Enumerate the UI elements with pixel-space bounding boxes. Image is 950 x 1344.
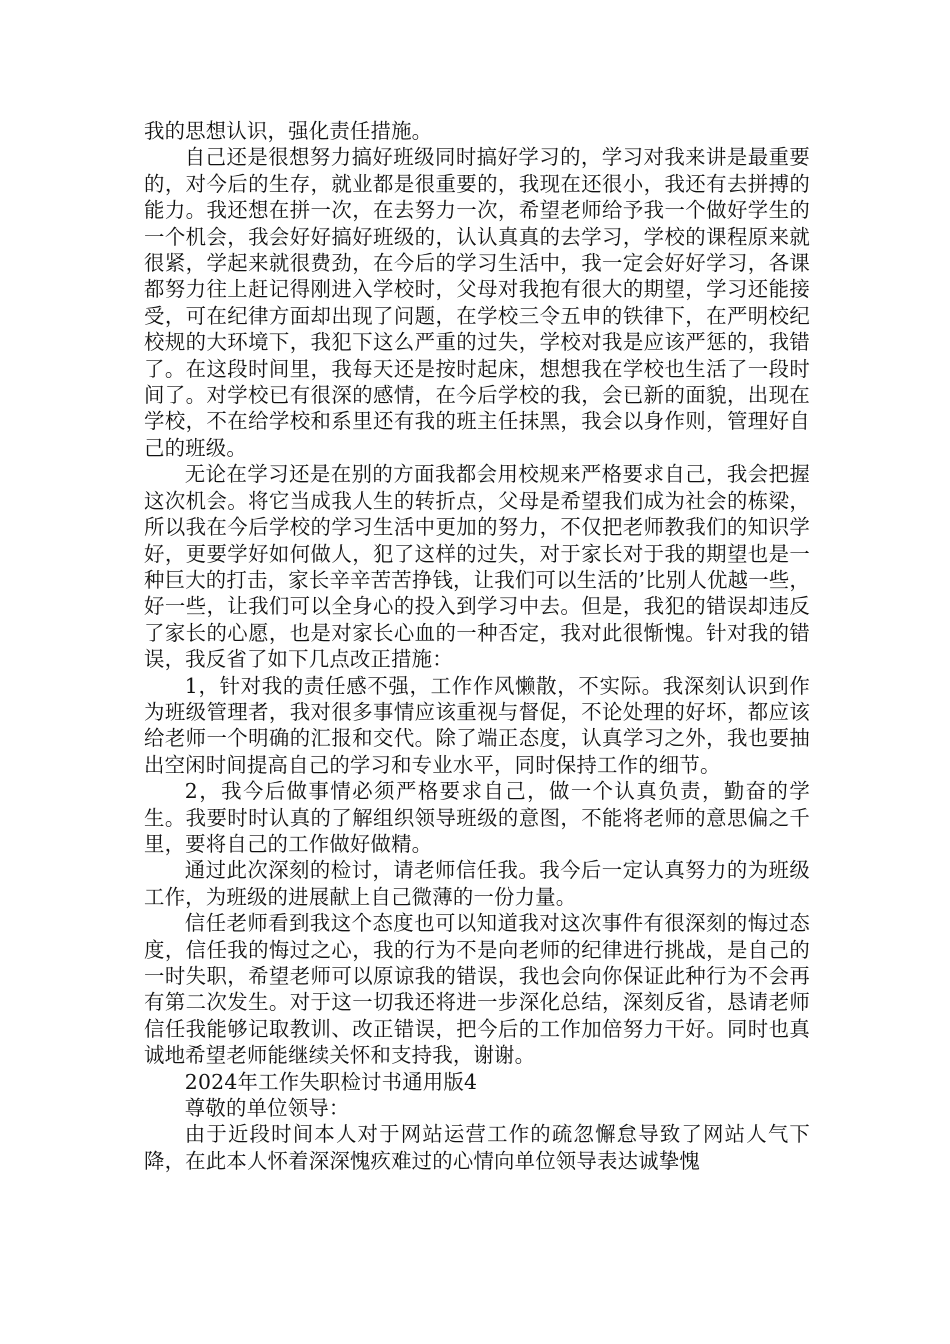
paragraph-reflection: 无论在学习还是在别的方面我都会用校规来严格要求自己，我会把握这次机会。将它当成我人生的转折点，父母是希望我们成为社会的栋梁，所以我在今后学校的学习生活中更加的努力，不仅把老师教我们的知识学好，更要学好如何做人，犯了这样的过失，对于家长对于我的期望也是一种巨大的打击，家长辛辛苦苦挣钱，让我们可以生活的’比别人优越一些，好一些，让我们可以全身心的投入到学习中去。但是，我犯的错误却违反了家长的心愿，也是对家长心血的一种否定，我对此很惭愧。针对我的错误，我反省了如下几点改正措施：	[144, 462, 810, 672]
paragraph-trust-request: 通过此次深刻的检讨，请老师信任我。我今后一定认真努力的为班级工作，为班级的进展献上自己微薄的一份力量。	[144, 858, 810, 909]
paragraph-closing-line: 我的思想认识，强化责任措施。	[144, 119, 433, 143]
salutation: 尊敬的单位领导：	[184, 1096, 350, 1121]
section-heading: 2024年工作失职检讨书通用版4	[184, 1069, 478, 1094]
paragraph-measure-1: 1，针对我的责任感不强，工作作风懒散，不实际。我深刻认识到作为班级管理者，我对很多事情应该重视与督促，不论处理的好坏，都应该给老师一个明确的汇报和交代。除了端正态度，认真学习之外，我也要抽出空闲时间提高自己的学习和专业水平，同时保持工作的细节。	[144, 673, 810, 777]
paragraph-commitment: 自己还是很想努力搞好班级同时搞好学习的，学习对我来讲是最重要的，对今后的生存，就业都是很重要的，我现在还很小，我还有去拼搏的能力。我还想在拼一次，在去努力一次，希望老师给予我一个做好学生的一个机会，我会好好搞好班级的，认认真真的去学习，学校的课程原来就很紧，学起来就很费劲，在今后的学习生活中，我一定会好好学习，各课都努力往上赶记得刚进入学校时，父母对我抱有很大的期望，学习还能接受，可在纪律方面却出现了问题，在学校三令五申的铁律下，在严明校纪校规的大环境下，我犯下这么严重的过失，学校对我是应该严惩的，我错了。在这段时间里，我每天还是按时起床，想想我在学校也生活了一段时间了。对学校已有很深的感情，在今后学校的我，会已新的面貌，出现在学校，不在给学校和系里还有我的班主任抹黑，我会以身作则，管理好自己的班级。	[144, 145, 810, 460]
paragraph-measure-2: 2，我今后做事情必须严格要求自己，做一个认真负责，勤奋的学生。我要时时认真的了解组织领导班级的意图，不能将老师的意思偏之千里，要将自己的工作做好做精。	[144, 779, 810, 856]
paragraph-opening: 由于近段时间本人对于网站运营工作的疏忽懈怠导致了网站人气下降，在此本人怀着深深愧疚难过的心情向单位领导表达诚挚愧	[144, 1122, 810, 1173]
document-body	[144, 118, 810, 1174]
paragraph-conclusion: 信任老师看到我这个态度也可以知道我对这次事件有很深刻的悔过态度，信任我的悔过之心，我的行为不是向老师的纪律进行挑战，是自己的一时失职，希望老师可以原谅我的错误，我也会向你保证此种行为不会再有第二次发生。对于这一切我还将进一步深化总结，深刻反省，恳请老师信任我能够记取教训、改正错误，把今后的工作加倍努力干好。同时也真诚地希望老师能继续关怀和支持我，谢谢。	[144, 911, 810, 1068]
